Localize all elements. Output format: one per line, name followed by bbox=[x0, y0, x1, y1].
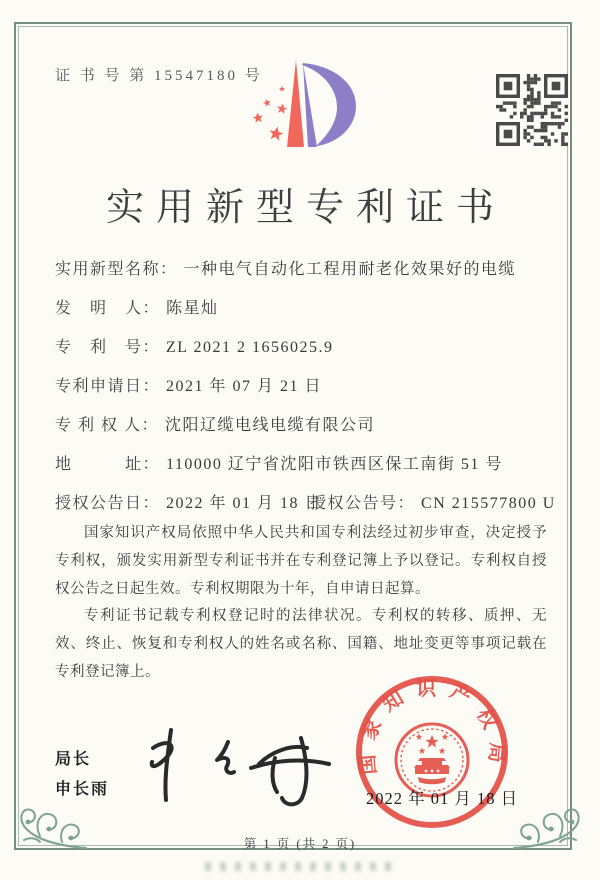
field-label: 授权公告日： bbox=[55, 495, 161, 512]
field-row-inventor bbox=[55, 295, 555, 318]
legal-paragraph-1: 国家知识产权局依照中华人民共和国专利法经过初步审查，决定授予专利权，颁发实用新型专利证书并在专利登记簿上予以登记。专利权自授权公告之日起生效。专利权期限为十年，自申请日起算。 bbox=[55, 525, 547, 597]
signature-icon bbox=[135, 720, 345, 815]
cnipa-logo bbox=[232, 56, 367, 166]
field-label: 实用新型名称： bbox=[55, 261, 178, 278]
field-row-address bbox=[55, 451, 555, 474]
field-value: 一种电气自动化工程用耐老化效果好的电缆 bbox=[183, 261, 517, 278]
legal-paragraph-2: 专利证书记载专利权登记时的法律状况。专利权的转移、质押、无效、终止、恢复和专利权人的姓名或名称、国籍、地址变更等事项记载在专利登记簿上。 bbox=[55, 608, 547, 681]
field-row-patent-number bbox=[55, 334, 555, 357]
field-value: ZL 2021 2 1656025.9 bbox=[166, 339, 334, 356]
seal-date: 2022 年 01 月 18 日 bbox=[366, 789, 519, 808]
field-label: 发 明 人： bbox=[55, 300, 161, 317]
field-value: 2021 年 07 月 21 日 bbox=[166, 378, 323, 395]
certificate-number: 证 书 号 第 15547180 号 bbox=[55, 68, 263, 84]
corner-flourish-left-icon bbox=[16, 780, 88, 857]
field-label: 专 利 号： bbox=[55, 339, 161, 356]
field-label: 地 址： bbox=[55, 456, 161, 473]
official-seal bbox=[352, 670, 512, 840]
field-label: 授权公告号： bbox=[310, 495, 416, 512]
qr-code bbox=[496, 74, 568, 151]
legal-text-block bbox=[55, 520, 547, 687]
seal-text: 国家知识产权局 bbox=[355, 677, 509, 776]
field-label: 专利申请日： bbox=[55, 378, 161, 395]
officer-name: 申长雨 bbox=[55, 781, 110, 798]
field-value: 沈阳辽缆电线电缆有限公司 bbox=[165, 417, 376, 434]
field-value: 110000 辽宁省沈阳市铁西区保工南街 51 号 bbox=[166, 456, 503, 473]
field-value: CN 215577800 U bbox=[421, 495, 556, 512]
certificate-title: 实用新型专利证书 bbox=[105, 187, 506, 229]
field-value: 2022 年 01 月 18 日 bbox=[166, 495, 323, 512]
cnipa-logo-icon bbox=[232, 56, 367, 161]
next-page-ghost bbox=[205, 862, 395, 871]
officer-title: 局长 bbox=[55, 751, 92, 768]
page-number: 第 1 页 (共 2 页) bbox=[243, 837, 357, 851]
field-row-utility-name bbox=[55, 256, 555, 279]
corner-flourish-right-icon bbox=[512, 780, 584, 857]
qr-code-icon bbox=[496, 74, 568, 146]
field-row-filing-date bbox=[55, 373, 555, 396]
field-row-grant bbox=[55, 490, 555, 513]
grant-number-pair bbox=[310, 490, 556, 513]
director-signature bbox=[135, 720, 345, 820]
field-row-patentee bbox=[55, 412, 555, 435]
field-value: 陈星灿 bbox=[166, 300, 219, 317]
official-seal-icon bbox=[352, 670, 512, 835]
field-label: 专 利 权 人： bbox=[55, 417, 160, 434]
